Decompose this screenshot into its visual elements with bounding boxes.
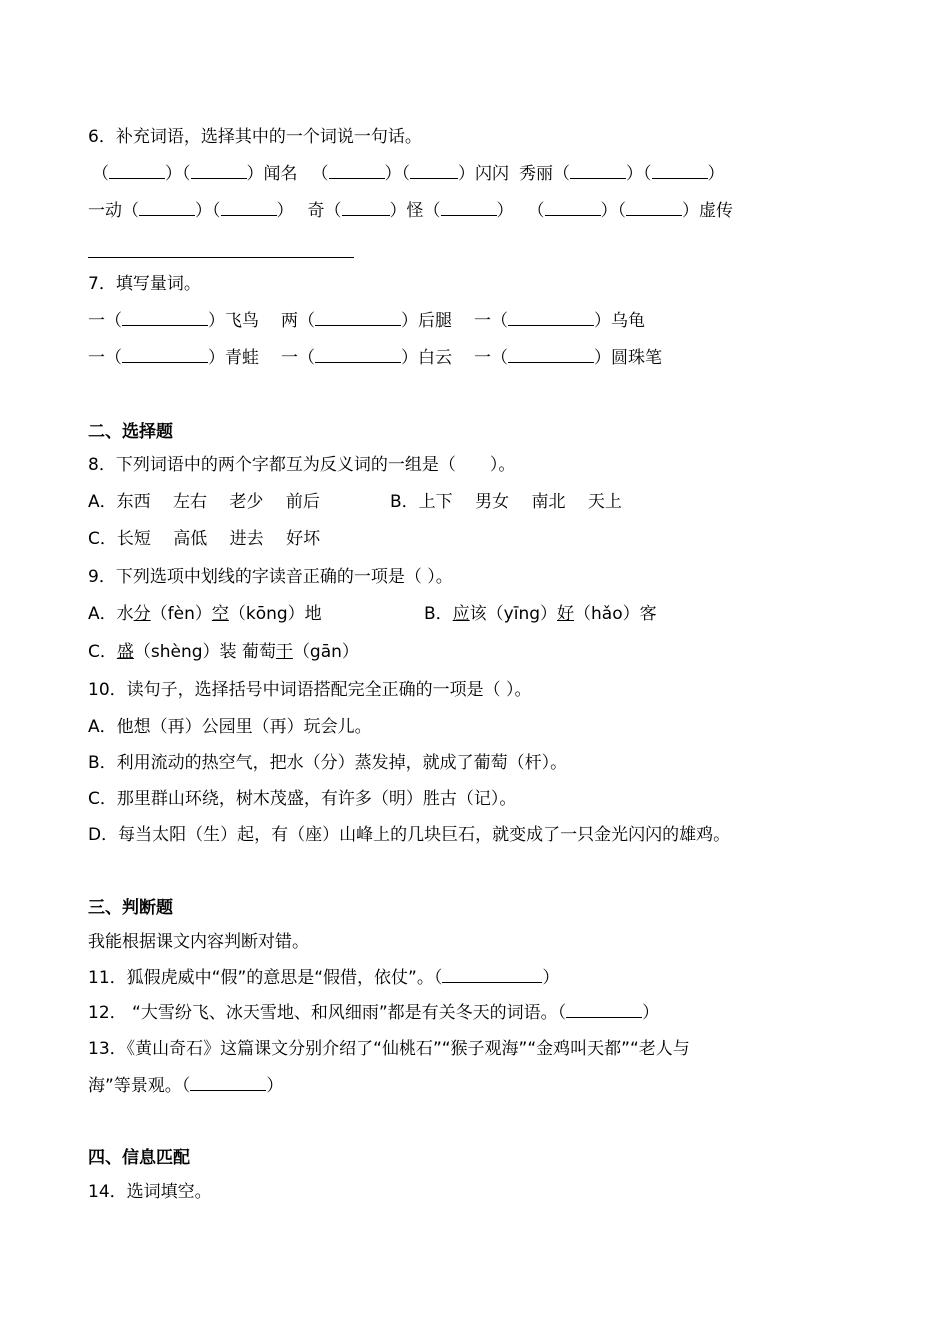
blank[interactable]: [441, 198, 497, 216]
q6-word: 闻名: [263, 164, 298, 184]
blank[interactable]: [342, 198, 390, 216]
blank[interactable]: [191, 161, 247, 179]
q7-prefix: 一（: [88, 348, 122, 368]
q7-suffix: ）白云: [401, 348, 452, 368]
q10-option-c[interactable]: C．那里群山环绕，树木茂盛，有许多（明）胜古（记）。: [88, 789, 517, 809]
blank[interactable]: [122, 308, 208, 326]
q6-word: 闪闪: [475, 164, 509, 184]
q7-prefix: 一（: [281, 348, 315, 368]
sec3-intro: 我能根据课文内容判断对错。: [88, 932, 309, 952]
q7-suffix: ）乌龟: [594, 311, 645, 331]
q9-option-c[interactable]: C．盛（shèng）装 葡萄干（gān）: [88, 642, 359, 662]
section-heading: 四、信息匹配: [88, 1148, 190, 1168]
q6-word: 奇: [307, 201, 325, 221]
sentence-answer-line[interactable]: [88, 257, 354, 258]
q7-prefix: 一（: [88, 311, 122, 331]
answer-blank[interactable]: [442, 965, 542, 983]
underlined-char: 分: [133, 604, 151, 624]
q7-suffix: ）青蛙: [208, 348, 259, 368]
q8-option-c[interactable]: C．长短 高低 进去 好坏: [88, 529, 321, 549]
q6-row2: 一动（ ）（ ） 奇（ ）怪（ ） （ ）（ ）虚传: [88, 198, 733, 223]
q7-prefix: 一（: [474, 348, 508, 368]
q7-title: 7．填写量词。: [88, 274, 201, 294]
blank[interactable]: [508, 308, 594, 326]
q13-line2: 海”等景观。（ ）: [88, 1073, 283, 1098]
q7-prefix: 两（: [281, 311, 315, 331]
underlined-char: 盛: [116, 642, 134, 662]
q7-suffix: ）飞鸟: [208, 311, 259, 331]
q9-title: 9．下列选项中划线的字读音正确的一项是（ ）。: [88, 567, 453, 587]
q13-line1: 13．《黄山奇石》这篇课文分别介绍了“仙桃石”“猴子观海”“金鸡叫天都”“老人与: [88, 1039, 690, 1059]
blank[interactable]: [122, 345, 208, 363]
q6-word: 秀丽: [519, 164, 553, 184]
q7-prefix: 一（: [474, 311, 508, 331]
q6-word: 怪: [406, 201, 424, 221]
q7-row1: [88, 308, 645, 333]
q11: 11．狐假虎威中“假”的意思是“假借，依仗”。（ ）: [88, 965, 559, 990]
q10-title: 10．读句子，选择括号中词语搭配完全正确的一项是（ ）。: [88, 680, 532, 700]
q7-row2: [88, 345, 662, 370]
blank[interactable]: [109, 161, 165, 179]
blank[interactable]: [329, 161, 385, 179]
blank[interactable]: [221, 198, 277, 216]
q10-option-a[interactable]: A．他想（再）公园里（再）玩会儿。: [88, 717, 372, 737]
underlined-char: 应: [452, 604, 470, 624]
q10-option-d[interactable]: D．每当太阳（生）起，有（座）山峰上的几块巨石，就变成了一只金光闪闪的雄鸡。: [88, 825, 731, 845]
blank[interactable]: [410, 161, 458, 179]
q6-word: 一动: [88, 201, 122, 221]
q7-suffix: ）后腿: [401, 311, 452, 331]
blank[interactable]: [315, 345, 401, 363]
q8-option-a[interactable]: A．东西 左右 老少 前后: [88, 492, 320, 512]
q8-option-b[interactable]: B．上下 男女 南北 天上: [390, 492, 622, 512]
blank[interactable]: [545, 198, 601, 216]
answer-blank[interactable]: [190, 1073, 266, 1091]
q12: 12． “大雪纷飞、冰天雪地、和风细雨”都是有关冬天的词语。（ ）: [88, 1000, 659, 1025]
blank[interactable]: [570, 161, 626, 179]
blank[interactable]: [652, 161, 708, 179]
q6-row1: （ ）（ ）闻名 （ ）（ ）闪闪 秀丽（ ）（ ）: [92, 161, 725, 186]
underlined-char: 好: [557, 604, 575, 624]
q7-suffix: ）圆珠笔: [594, 348, 662, 368]
answer-blank[interactable]: [566, 1000, 642, 1018]
blank[interactable]: [508, 345, 594, 363]
q6-word: 虚传: [699, 201, 733, 221]
q6-title: 6．补充词语，选择其中的一个词说一句话。: [88, 127, 422, 147]
section-heading: 二、选择题: [88, 422, 173, 442]
q8-title: 8．下列词语中的两个字都互为反义词的一组是（ ）。: [88, 455, 516, 475]
section-heading: 三、判断题: [88, 898, 173, 918]
blank[interactable]: [315, 308, 401, 326]
underlined-char: 空: [211, 604, 229, 624]
q9-option-a[interactable]: A．水分（fèn）空（kōng）地: [88, 604, 322, 624]
q9-option-b[interactable]: B．应该（yīng）好（hǎo）客: [424, 604, 657, 624]
q14-title: 14．选词填空。: [88, 1182, 212, 1202]
underlined-char: 干: [275, 642, 293, 662]
blank[interactable]: [626, 198, 682, 216]
blank[interactable]: [139, 198, 195, 216]
q10-option-b[interactable]: B．利用流动的热空气，把水（分）蒸发掉，就成了葡萄（杆）。: [88, 753, 568, 773]
